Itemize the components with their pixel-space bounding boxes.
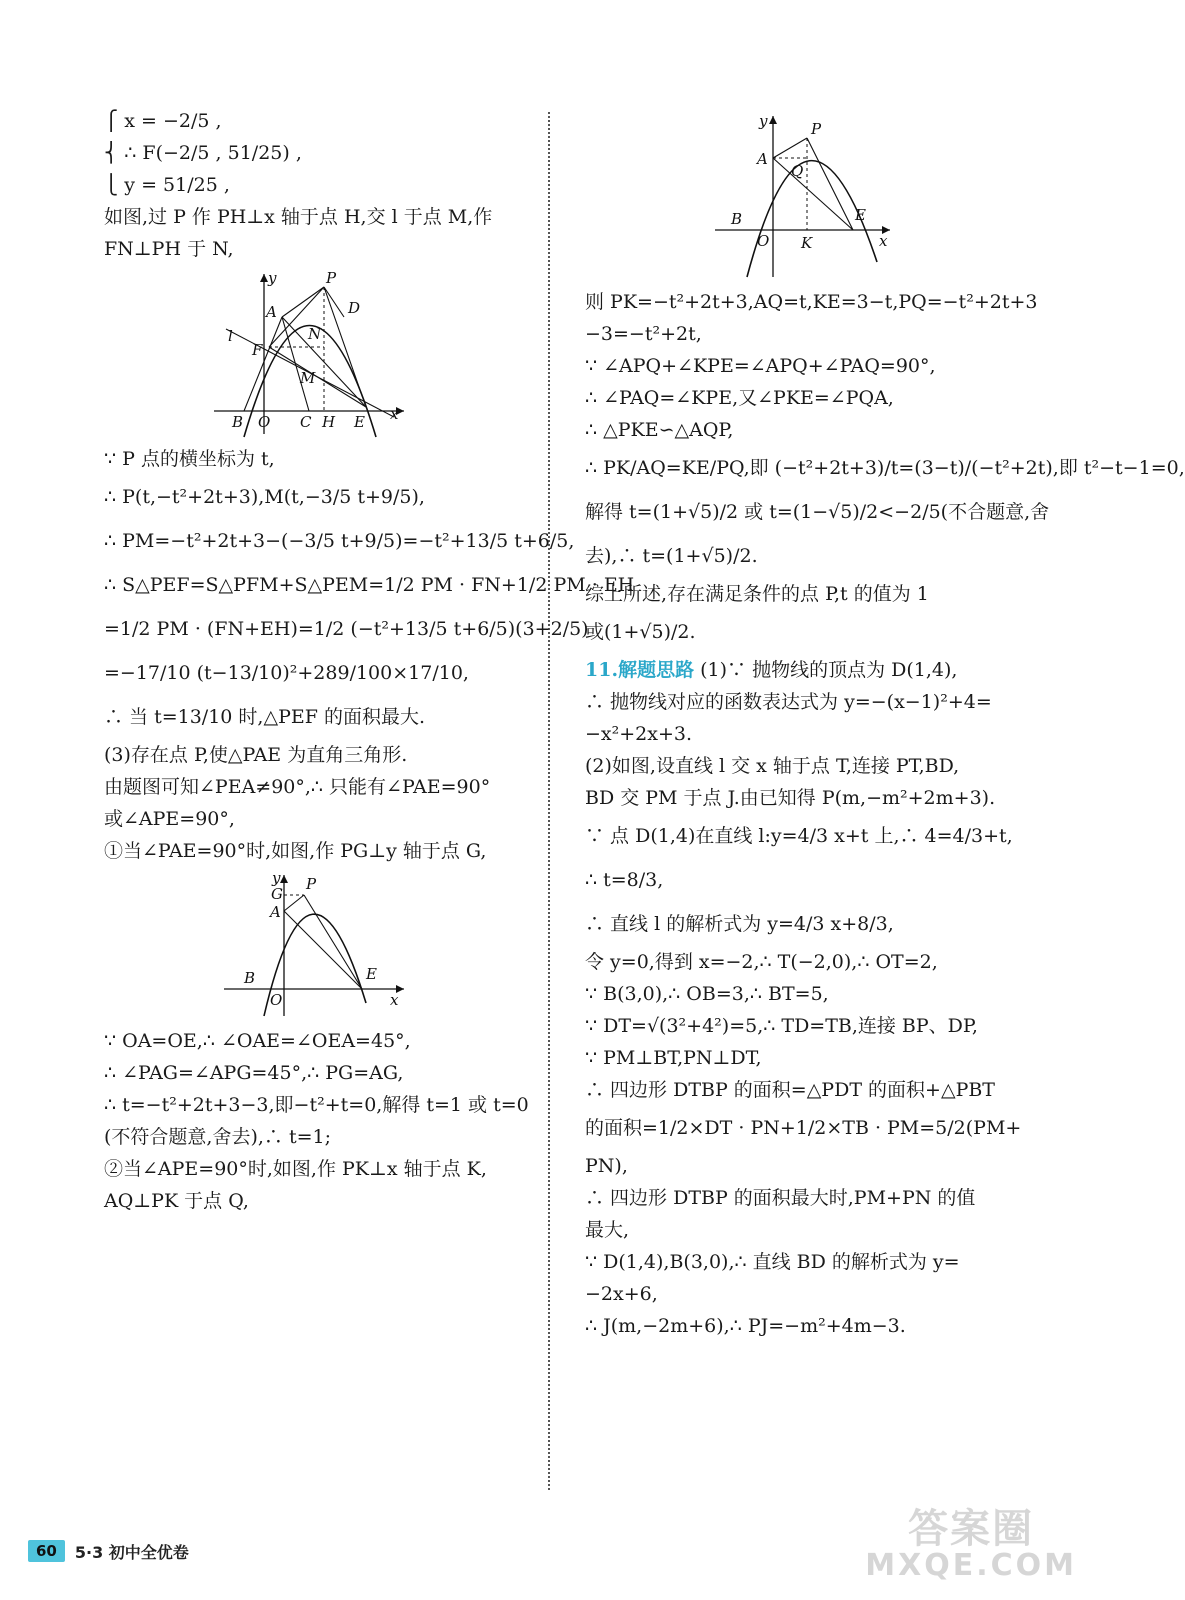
fig2-label: E	[366, 965, 377, 983]
text-line: ∴ t=−t²+2t+3−3,即−t²+t=0,解得 t=1 或 t=0	[104, 1094, 529, 1116]
text-line: 综上所述,存在满足条件的点 P,t 的值为 1	[585, 583, 929, 605]
figure-right-angle-ape	[585, 112, 1015, 282]
text-line: 最大,	[585, 1219, 630, 1241]
right-column	[585, 108, 1185, 1342]
text-line: (3)存在点 P,使△PAE 为直角三角形.	[104, 744, 408, 766]
fig2-label: P	[306, 875, 317, 893]
text-line: (不符合题意,舍去),∴ t=1;	[104, 1126, 331, 1148]
text-line: ∴ PK/AQ=KE/PQ,即 (−t²+2t+3)/t=(3−t)/(−t²+2t),即 t²−t−1=0,	[585, 457, 1185, 479]
fig1-label: y	[268, 269, 277, 287]
text-line: ∵ PM⊥BT,PN⊥DT,	[585, 1047, 762, 1069]
fig2-label: O	[270, 991, 283, 1009]
figure-parabola-pef	[104, 269, 534, 439]
text-line: ⎨ ∴ F(−2/5 , 51/25) ,	[104, 142, 302, 164]
book-brand: 5·3 初中全优卷	[74, 1542, 189, 1562]
text-line: 去),∴ t=(1+√5)/2.	[585, 545, 758, 567]
text-line: =1/2 PM · (FN+EH)=1/2 (−t²+13/5 t+6/5)(3+2/5)	[104, 618, 589, 640]
fig2-label: G	[271, 885, 283, 903]
text-line: ∵ 点 D(1,4)在直线 l:y=4/3 x+t 上,∴ 4=4/3+t,	[585, 825, 1013, 847]
text-line: ∴ t=8/3,	[585, 869, 664, 891]
fig3-label: A	[757, 150, 768, 168]
text-line: ∴ 直线 l 的解析式为 y=4/3 x+8/3,	[585, 913, 894, 935]
fig1-label: B	[232, 413, 244, 431]
text-line: PN),	[585, 1155, 628, 1177]
text-line: ∴ △PKE∽△AQP,	[585, 419, 734, 441]
fig3-label: O	[757, 232, 770, 250]
fig1-label: D	[348, 299, 361, 317]
fig1-label: l	[228, 327, 233, 345]
text-line: BD 交 PM 于点 J.由已知得 P(m,−m²+2m+3).	[585, 787, 996, 809]
text-line: 或(1+√5)/2.	[585, 621, 696, 643]
solution-label: 解题思路	[618, 659, 695, 681]
fig3-label: x	[879, 232, 888, 250]
text-line: −3=−t²+2t,	[585, 323, 702, 345]
text-line: ∵ ∠APQ+∠KPE=∠APQ+∠PAQ=90°,	[585, 355, 936, 377]
text-line: ∵ D(1,4),B(3,0),∴ 直线 BD 的解析式为 y=	[585, 1251, 960, 1273]
text-line: 如图,过 P 作 PH⊥x 轴于点 H,交 l 于点 M,作	[104, 206, 493, 228]
text-line: ∵ P 点的横坐标为 t,	[104, 448, 275, 470]
text-line: ∴ S△PEF=S△PFM+S△PEM=1/2 PM · FN+1/2 PM · EH	[104, 574, 635, 596]
text-line: ∴ J(m,−2m+6),∴ PJ=−m²+4m−3.	[585, 1315, 906, 1337]
page-number: 60	[28, 1540, 65, 1562]
text-line: 由题图可知∠PEA≠90°,∴ 只能有∠PAE=90°	[104, 776, 491, 798]
text-line: ∴ PM=−t²+2t+3−(−3/5 t+9/5)=−t²+13/5 t+6/5,	[104, 530, 575, 552]
text-line: (1)∵ 抛物线的顶点为 D(1,4),	[700, 659, 958, 681]
text-line: 或∠APE=90°,	[104, 808, 235, 830]
text-line: ∴ ∠PAQ=∠KPE,又∠PKE=∠PQA,	[585, 387, 894, 409]
text-line: =−17/10 (t−13/10)²+289/100×17/10,	[104, 662, 469, 684]
text-line: ⎩ y = 51/25 ,	[104, 174, 230, 196]
fig3-label: E	[855, 206, 866, 224]
text-line: FN⊥PH 于 N,	[104, 238, 234, 260]
text-line: ∴ ∠PAG=∠APG=45°,∴ PG=AG,	[104, 1062, 404, 1084]
fig1-label: H	[322, 413, 336, 431]
fig1-label: M	[300, 369, 316, 387]
fig3-label: y	[759, 112, 768, 130]
watermark-url: MXQE.COM	[865, 1548, 1077, 1583]
text-line: 令 y=0,得到 x=−2,∴ T(−2,0),∴ OT=2,	[585, 951, 938, 973]
text-line: ∴ 当 t=13/10 时,△PEF 的面积最大.	[104, 706, 425, 728]
fig1-label: N	[308, 325, 322, 343]
text-line: ⎧ x = −2/5 ,	[104, 110, 222, 132]
text-line: ∴ 四边形 DTBP 的面积=△PDT 的面积+△PBT	[585, 1079, 995, 1101]
fig3-label: K	[801, 234, 813, 252]
fig2-label: B	[244, 969, 256, 987]
text-line: ∴ 抛物线对应的函数表达式为 y=−(x−1)²+4=	[585, 691, 992, 713]
text-line: −2x+6,	[585, 1283, 658, 1305]
text-line: AQ⊥PK 于点 Q,	[104, 1190, 249, 1212]
text-line: ∵ B(3,0),∴ OB=3,∴ BT=5,	[585, 983, 829, 1005]
fig1-label: x	[390, 405, 399, 423]
fig1-label: A	[266, 303, 277, 321]
fig3-label: Q	[791, 162, 804, 180]
fig2-label: A	[270, 903, 281, 921]
text-line: ∴ P(t,−t²+2t+3),M(t,−3/5 t+9/5),	[104, 486, 425, 508]
text-line: 的面积=1/2×DT · PN+1/2×TB · PM=5/2(PM+	[585, 1117, 1022, 1139]
fig1-label: C	[300, 413, 312, 431]
text-line: ∵ OA=OE,∴ ∠OAE=∠OEA=45°,	[104, 1030, 411, 1052]
text-line: (2)如图,设直线 l 交 x 轴于点 T,连接 PT,BD,	[585, 755, 960, 777]
watermark-logo	[865, 1508, 1077, 1582]
q11-heading	[585, 654, 1015, 686]
text-line: ∴ 四边形 DTBP 的面积最大时,PM+PN 的值	[585, 1187, 976, 1209]
text-line: 解得 t=(1+√5)/2 或 t=(1−√5)/2<−2/5(不合题意,舍	[585, 501, 1050, 523]
fig3-label: B	[731, 210, 743, 228]
text-line: −x²+2x+3.	[585, 723, 693, 745]
question-number: 11.	[585, 659, 619, 681]
fig1-label: E	[354, 413, 365, 431]
text-line: ∵ DT=√(3²+4²)=5,∴ TD=TB,连接 BP、DP,	[585, 1015, 978, 1037]
fig1-label: O	[258, 413, 271, 431]
text-line: ①当∠PAE=90°时,如图,作 PG⊥y 轴于点 G,	[104, 840, 487, 862]
fig1-label: F	[252, 341, 263, 359]
text-line: 则 PK=−t²+2t+3,AQ=t,KE=3−t,PQ=−t²+2t+3	[585, 291, 1038, 313]
page-footer	[28, 1538, 189, 1564]
column-divider	[548, 112, 550, 1490]
watermark-text: 答案圈	[908, 1506, 1035, 1552]
figure-right-angle-pae	[104, 871, 534, 1021]
text-line: ②当∠APE=90°时,如图,作 PK⊥x 轴于点 K,	[104, 1158, 487, 1180]
fig2-label: y	[272, 869, 281, 887]
fig3-label: P	[811, 120, 822, 138]
fig1-label: P	[326, 269, 337, 287]
fig2-label: x	[390, 991, 399, 1009]
